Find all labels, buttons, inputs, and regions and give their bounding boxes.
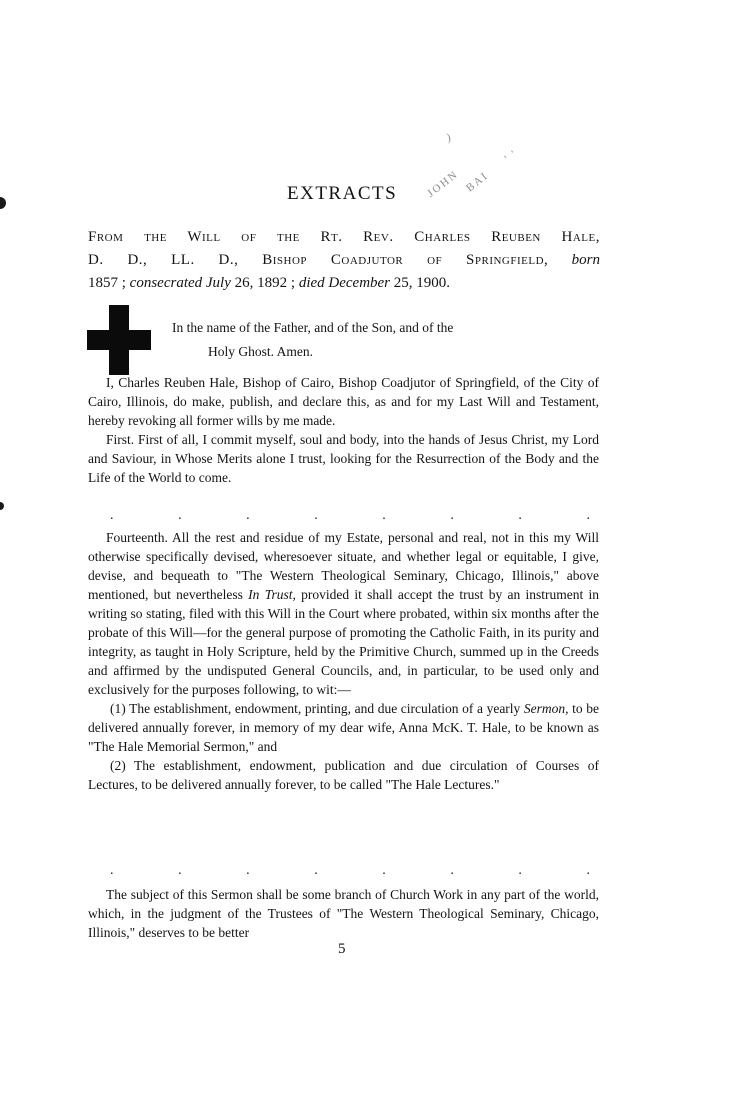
ellipsis-separator: . . . . . . . . (110, 508, 590, 523)
paragraph-fourteenth (88, 528, 599, 699)
paragraph-sermon-subject: The subject of this Sermon shall be some branch of Church Work in any part of the world, which, in the judgment of the Trustees of "The Western Theological Seminary, Chicago, Illinois," deserves to be better (88, 887, 599, 940)
will-subheading (88, 226, 600, 295)
invocation (172, 316, 600, 364)
consecrated-date: 26, 1892 ; (234, 275, 296, 291)
stamp-text: ' ' (502, 147, 521, 165)
paragraph-declaration: I, Charles Reuben Hale, Bishop of Cairo, Bishop Coadjutor of Springfield, of the City of Cairo, Illinois, do make, publish, and declare this, as and for my Last Will and Testament, hereby revoking all former wills by me made. (88, 375, 599, 428)
page-number: 5 (338, 941, 346, 957)
birth-year: 1857 ; (88, 275, 126, 291)
list-item-lectures: (2) The establishment, endowment, publication and due circulation of Courses of Lectures, to be delivered annually forever, to be called "The Hale Lectures." (88, 758, 599, 792)
page-heading: EXTRACTS (287, 183, 398, 204)
subheading-line (88, 272, 600, 295)
sermon-text: Sermon, (523, 701, 569, 716)
stamp-text: ) (445, 131, 452, 145)
scan-edge-mark (0, 197, 6, 209)
library-stamp (425, 120, 535, 220)
will-sermon-subject (88, 885, 599, 942)
cross-icon (87, 305, 151, 375)
paragraph-first: First. First of all, I commit myself, soul and body, into the hands of Jesus Christ, my Lord and Saviour, in Whose Merits alone I trust, looking for the Resurrection of the Body and the Life of the World to come. (88, 432, 599, 485)
subheading-line: From the Will of the Rt. Rev. Charles Reuben Hale, (88, 229, 600, 245)
in-trust-text: In Trust, (248, 587, 296, 602)
paragraph-text: provided it shall accept the trust by an instrument in writing so stating, filed with this Will in the Court where probated, within six months after the probate of this Will—for the general purpose of promoting the Catholic Faith, in its purity and integrity, as taught in Holy Scripture, held by the Primitive Church, summed up in the Creeds and affirmed by the undisputed General Councils, and, in particular, to be used only and exclusively for the purposes following, to wit:— (88, 587, 600, 697)
died-label: died December (298, 275, 391, 291)
paragraph-text: (1) The establishment, endowment, printing, and due circulation of a yearly (110, 701, 521, 716)
list-item-sermon (88, 699, 599, 756)
died-date: 25, 1900. (393, 275, 451, 291)
subheading-line (88, 249, 600, 272)
will-opening (88, 373, 599, 487)
will-bequest (88, 528, 599, 794)
stamp-text: BAI (463, 169, 492, 195)
subheading-line-text: D. D., LL. D., Bishop Coadjutor of Springfield, (88, 252, 549, 268)
paragraph-text: Fourteenth. All the rest and residue of my Estate, personal and real, not in this my Will otherwise specifically devised, wheresoever situate, and whether legal or equitable, I give, devise, and bequeath to "The Western Theological Seminary, Chicago, Illinois," above mentioned, but nevertheless (88, 530, 599, 602)
paragraph-text: to be delivered annually forever, in memory of my dear wife, Anna McK. T. Hale, to be known as "The Hale Memorial Sermon," and (88, 701, 600, 754)
invocation-line: In the name of the Father, and of the Son, and of the (172, 320, 454, 335)
stamp-text: JOHN (425, 168, 461, 200)
invocation-line: Holy Ghost. Amen. (208, 344, 314, 359)
ellipsis-separator: . . . . . . . . (110, 863, 590, 878)
scan-edge-mark (0, 502, 4, 510)
consecrated-label: consecrated July (129, 275, 231, 291)
born-label: born (571, 252, 600, 268)
